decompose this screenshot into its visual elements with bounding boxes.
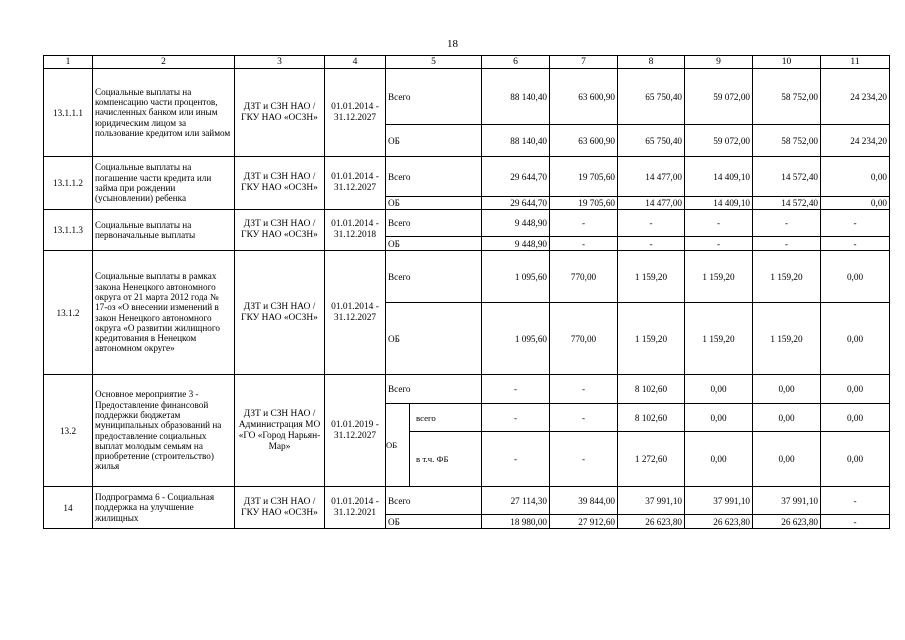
- value-cell: 8 102,60: [618, 375, 685, 404]
- value-cell: 19 705,60: [550, 157, 618, 197]
- value-cell: 14 572,40: [753, 157, 821, 197]
- program-table: [43, 55, 890, 529]
- value-cell: -: [685, 237, 753, 251]
- value-cell: -: [753, 210, 821, 237]
- value-cell: 0,00: [753, 375, 821, 404]
- value-cell: 0,00: [753, 432, 821, 487]
- value-cell: 26 623,80: [685, 515, 753, 529]
- col-header: 4: [325, 56, 386, 69]
- value-cell: 26 623,80: [753, 515, 821, 529]
- value-cell: 63 600,90: [550, 69, 618, 125]
- value-cell: 58 752,00: [753, 69, 821, 125]
- value-cell: -: [550, 375, 618, 404]
- table-row: [44, 251, 890, 303]
- value-cell: 0,00: [753, 404, 821, 432]
- row-period: 01.01.2014 - 31.12.2021: [325, 487, 386, 529]
- row-period: 01.01.2014 - 31.12.2027: [325, 157, 386, 210]
- value-cell: 59 072,00: [685, 69, 753, 125]
- value-cell: 9 448,90: [482, 237, 550, 251]
- row-org: ДЗТ и СЗН НАО / ГКУ НАО «ОСЗН»: [235, 69, 325, 157]
- value-cell: 1 272,60: [618, 432, 685, 487]
- row-period: 01.01.2019 - 31.12.2027: [325, 375, 386, 487]
- value-cell: 9 448,90: [482, 210, 550, 237]
- value-cell: 27 912,60: [550, 515, 618, 529]
- value-cell: 14 409,10: [685, 157, 753, 197]
- value-cell: 59 072,00: [685, 125, 753, 157]
- value-cell: -: [821, 515, 890, 529]
- col-header: 3: [235, 56, 325, 69]
- row-id: 13.1.1.1: [44, 69, 93, 157]
- row-org: ДЗТ и СЗН НАО / ГКУ НАО «ОСЗН»: [235, 487, 325, 529]
- value-cell: 0,00: [821, 432, 890, 487]
- value-cell: 1 159,20: [618, 303, 685, 375]
- value-cell: 0,00: [821, 303, 890, 375]
- row-org: ДЗТ и СЗН НАО / Администрация МО «ГО «Город Нарьян-Мар»: [235, 375, 325, 487]
- row-name: Социальные выплаты на первоначальные выплаты: [93, 210, 235, 251]
- table-row: [44, 69, 890, 125]
- value-cell: 88 140,40: [482, 69, 550, 125]
- value-cell: 14 477,00: [618, 197, 685, 210]
- value-cell: 14 477,00: [618, 157, 685, 197]
- col-header: 1: [44, 56, 93, 69]
- value-cell: 0,00: [821, 157, 890, 197]
- value-cell: 58 752,00: [753, 125, 821, 157]
- value-cell: -: [482, 432, 550, 487]
- row-name: Основное мероприятие 3 - Предоставление финансовой поддержки бюджетам муниципальных образований на предоставление социальных выплат молодым семьям на приобретение (строительство) жилья: [93, 375, 235, 487]
- value-cell: 18 980,00: [482, 515, 550, 529]
- value-cell: -: [618, 237, 685, 251]
- value-cell: 1 095,60: [482, 303, 550, 375]
- header-row: [44, 56, 890, 69]
- value-cell: 0,00: [685, 375, 753, 404]
- value-cell: 26 623,80: [618, 515, 685, 529]
- row-name: Социальные выплаты на погашение части кредита или займа при рождении (усыновлении) ребенка: [93, 157, 235, 210]
- value-cell: -: [550, 237, 618, 251]
- row-source: ОБ: [386, 515, 482, 529]
- row-source: ОБ: [386, 197, 482, 210]
- col-header: 5: [386, 56, 482, 69]
- value-cell: 39 844,00: [550, 487, 618, 515]
- value-cell: 1 159,20: [618, 251, 685, 303]
- value-cell: 37 991,10: [618, 487, 685, 515]
- value-cell: 88 140,40: [482, 125, 550, 157]
- row-source: Всего: [386, 210, 482, 237]
- value-cell: 0,00: [685, 432, 753, 487]
- table-row: [44, 157, 890, 197]
- row-source: ОБ: [386, 404, 410, 487]
- row-name: Социальные выплаты на компенсацию части процентов, начисленных банком или иным юридическим лицом за пользование кредитом или займом: [93, 69, 235, 157]
- value-cell: 1 159,20: [685, 303, 753, 375]
- value-cell: 29 644,70: [482, 157, 550, 197]
- col-header: 11: [821, 56, 890, 69]
- col-header: 6: [482, 56, 550, 69]
- value-cell: 37 991,10: [685, 487, 753, 515]
- value-cell: 8 102,60: [618, 404, 685, 432]
- value-cell: 0,00: [821, 404, 890, 432]
- col-header: 10: [753, 56, 821, 69]
- col-header: 8: [618, 56, 685, 69]
- value-cell: -: [618, 210, 685, 237]
- row-source: ОБ: [386, 303, 482, 375]
- value-cell: 1 159,20: [685, 251, 753, 303]
- value-cell: 29 644,70: [482, 197, 550, 210]
- row-source: Всего: [386, 157, 482, 197]
- row-source: ОБ: [386, 237, 482, 251]
- value-cell: 65 750,40: [618, 69, 685, 125]
- value-cell: 1 159,20: [753, 303, 821, 375]
- row-subsource: в т.ч. ФБ: [410, 432, 482, 487]
- row-source: Всего: [386, 375, 482, 404]
- row-source: ОБ: [386, 125, 482, 157]
- value-cell: -: [821, 487, 890, 515]
- value-cell: 24 234,20: [821, 69, 890, 125]
- row-source: Всего: [386, 69, 482, 125]
- value-cell: 0,00: [685, 404, 753, 432]
- value-cell: -: [482, 375, 550, 404]
- col-header: 2: [93, 56, 235, 69]
- value-cell: 65 750,40: [618, 125, 685, 157]
- value-cell: 19 705,60: [550, 197, 618, 210]
- row-id: 13.1.2: [44, 251, 93, 375]
- row-org: ДЗТ и СЗН НАО / ГКУ НАО «ОСЗН»: [235, 210, 325, 251]
- table-row: [44, 487, 890, 515]
- value-cell: 1 095,60: [482, 251, 550, 303]
- value-cell: 0,00: [821, 251, 890, 303]
- row-source: Всего: [386, 487, 482, 515]
- row-period: 01.01.2014 - 31.12.2018: [325, 210, 386, 251]
- value-cell: -: [550, 210, 618, 237]
- row-id: 14: [44, 487, 93, 529]
- value-cell: -: [753, 237, 821, 251]
- row-name: Социальные выплаты в рамках закона Ненецкого автономного округа от 21 марта 2012 года № 17-оз «О внесении изменений в закон Ненецкого автономного округа «О развитии жилищного кредитования в Ненецком автономном округе»: [93, 251, 235, 375]
- table-row: [44, 210, 890, 237]
- row-subsource: всего: [410, 404, 482, 432]
- value-cell: 27 114,30: [482, 487, 550, 515]
- row-source: Всего: [386, 251, 482, 303]
- value-cell: -: [821, 210, 890, 237]
- table-row: [44, 375, 890, 404]
- value-cell: 24 234,20: [821, 125, 890, 157]
- row-org: ДЗТ и СЗН НАО / ГКУ НАО «ОСЗН»: [235, 157, 325, 210]
- col-header: 9: [685, 56, 753, 69]
- value-cell: 1 159,20: [753, 251, 821, 303]
- row-org: ДЗТ и СЗН НАО / ГКУ НАО «ОСЗН»: [235, 251, 325, 375]
- value-cell: -: [685, 210, 753, 237]
- value-cell: -: [482, 404, 550, 432]
- row-id: 13.1.1.2: [44, 157, 93, 210]
- value-cell: -: [550, 404, 618, 432]
- row-period: 01.01.2014 - 31.12.2027: [325, 69, 386, 157]
- page-number: 18: [447, 38, 458, 50]
- value-cell: -: [821, 237, 890, 251]
- value-cell: 14 409,10: [685, 197, 753, 210]
- value-cell: 37 991,10: [753, 487, 821, 515]
- value-cell: 770,00: [550, 251, 618, 303]
- value-cell: 770,00: [550, 303, 618, 375]
- col-header: 7: [550, 56, 618, 69]
- value-cell: 0,00: [821, 197, 890, 210]
- value-cell: 0,00: [821, 375, 890, 404]
- row-name: Подпрограмма 6 - Социальная поддержка на улучшение жилищных: [93, 487, 235, 529]
- row-period: 01.01.2014 - 31.12.2027: [325, 251, 386, 375]
- value-cell: 63 600,90: [550, 125, 618, 157]
- value-cell: -: [550, 432, 618, 487]
- row-id: 13.2: [44, 375, 93, 487]
- value-cell: 14 572,40: [753, 197, 821, 210]
- row-id: 13.1.1.3: [44, 210, 93, 251]
